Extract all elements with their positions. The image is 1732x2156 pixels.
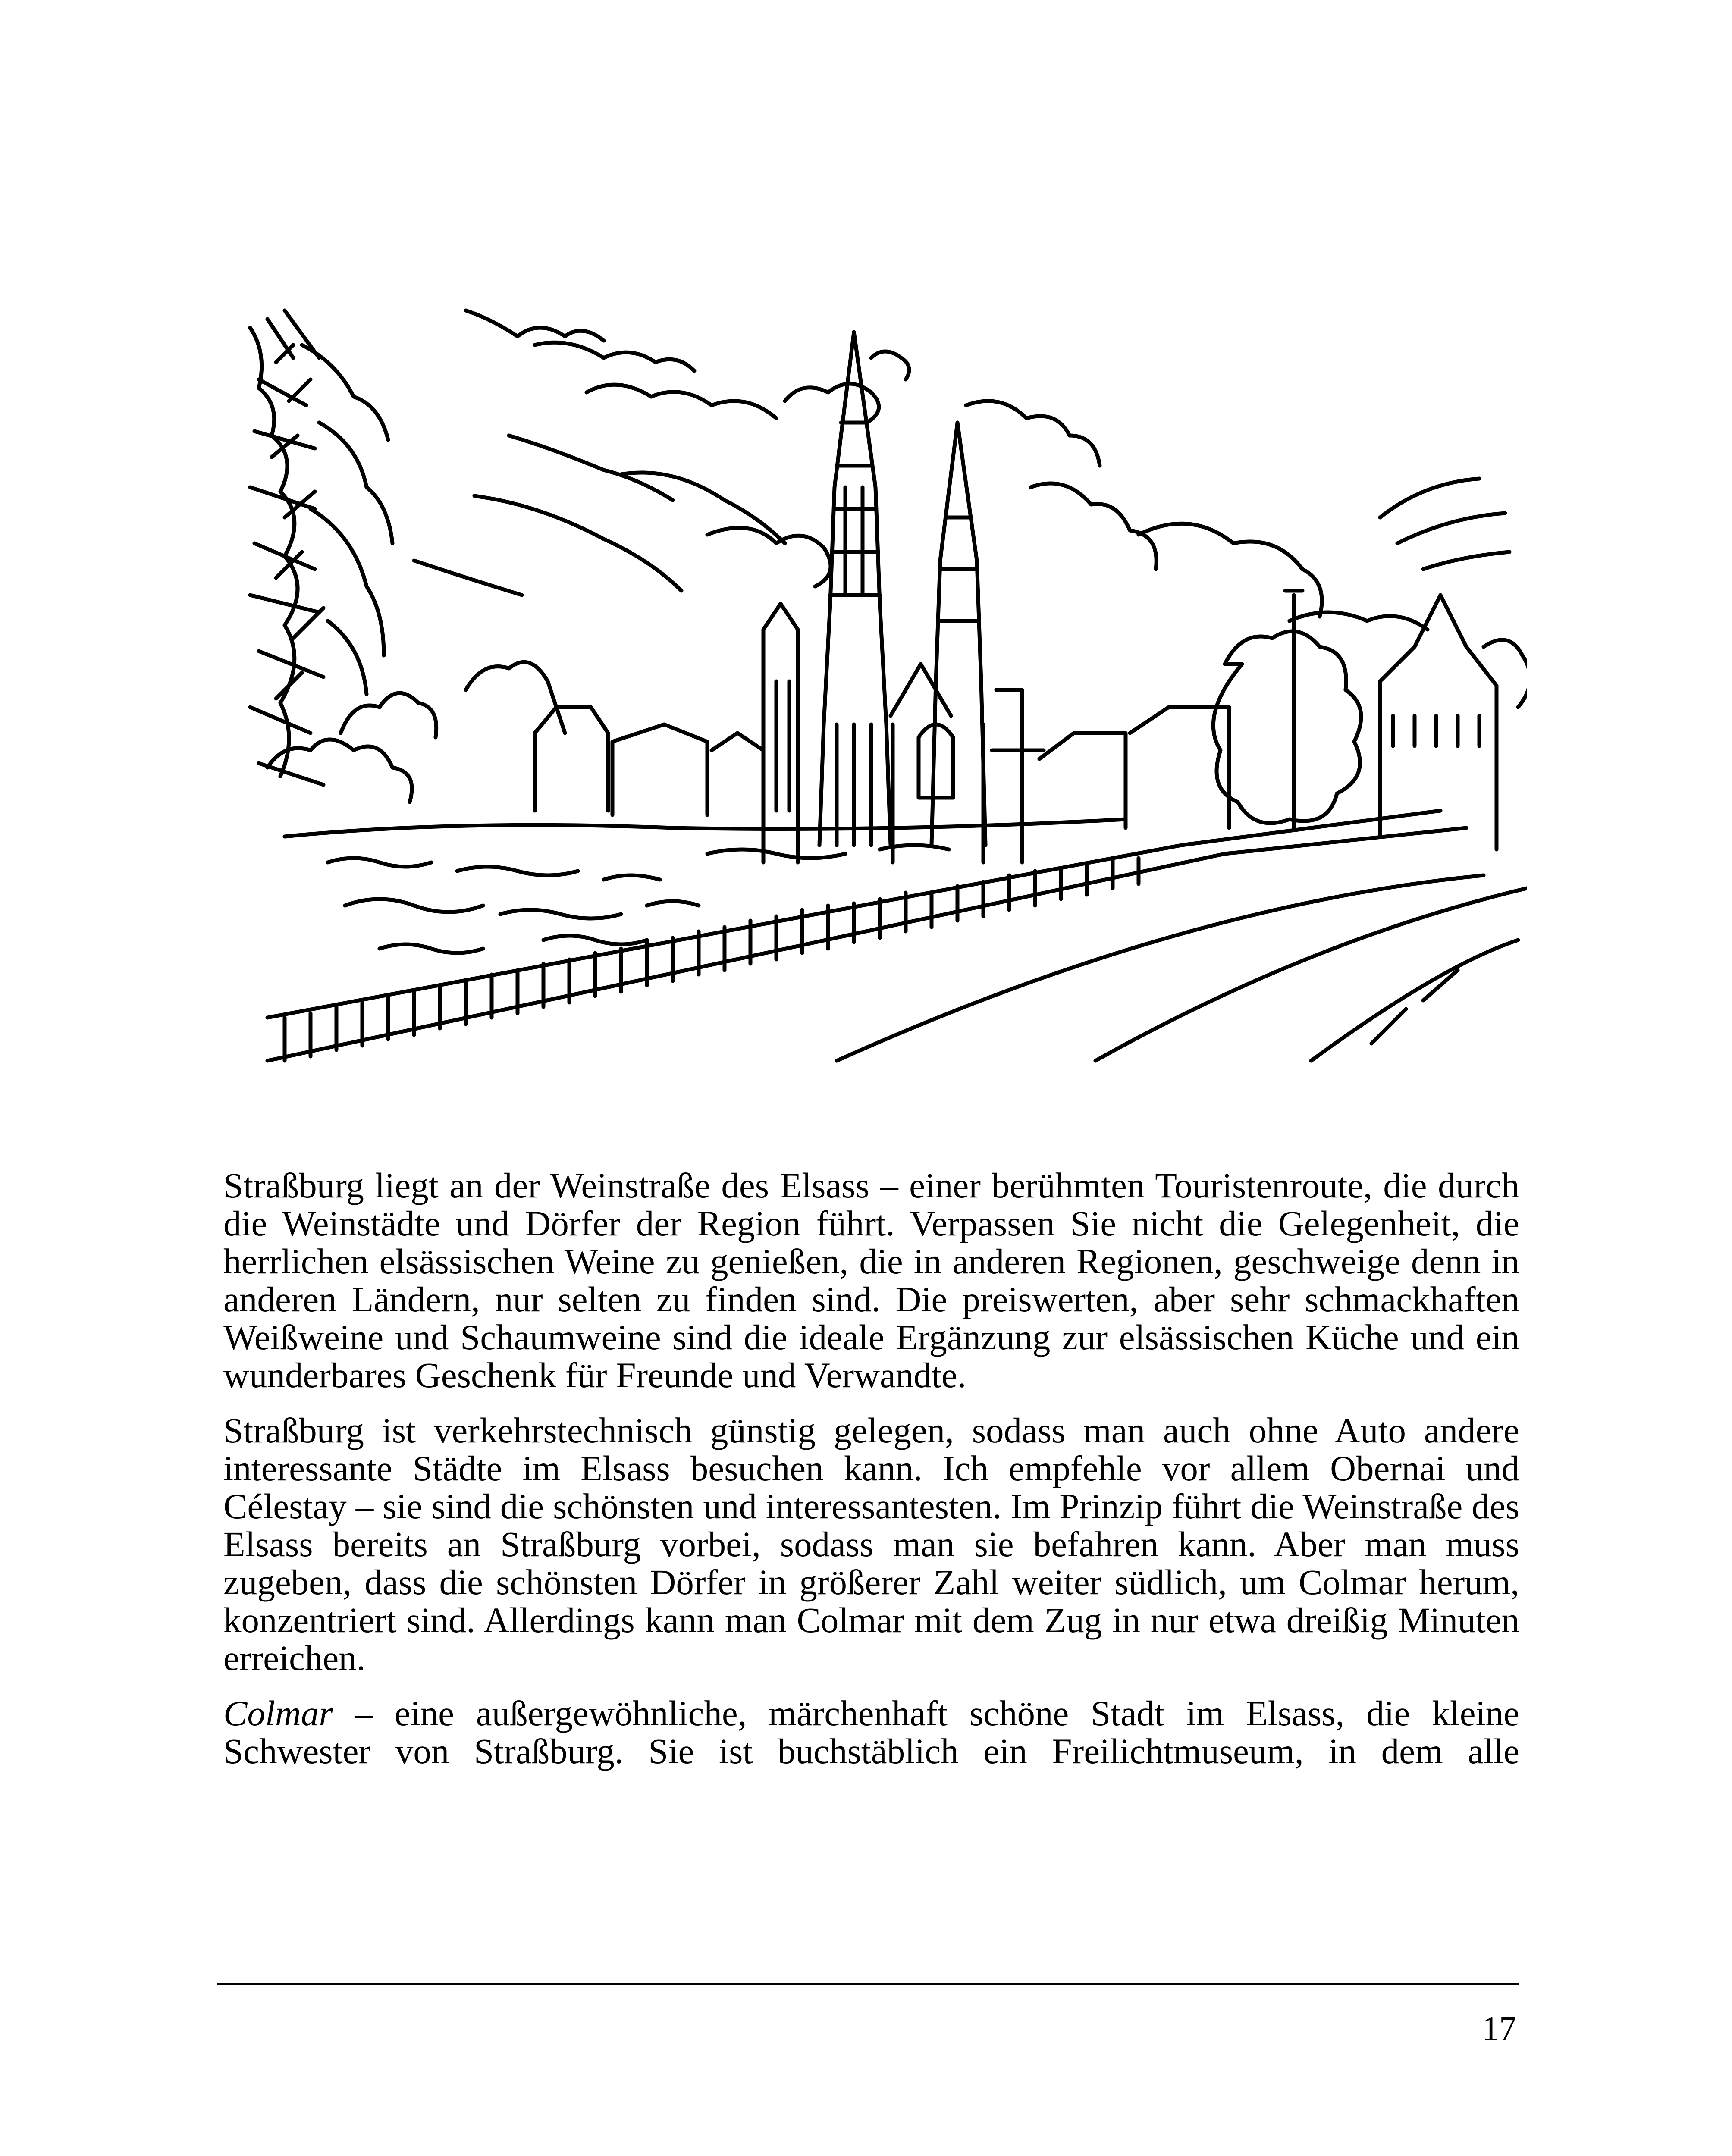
paragraph-2: Straßburg ist verkehrstechnisch günstig gelegen, sodass man auch ohne Auto andere interessante Städte im Elsass besuchen kann. Ich empfehle vor allem Obernai und Célestay – sie sind die schönsten und interessantesten. Im Prinzip führt die Weinstraße des Elsass bereits an Straßburg vorbei, sodass man sie befahren kann. Aber man muss zugeben, dass die schönsten Dörfer in größerer Zahl weiter südlich, um Colmar herum, konzentriert sind. Allerdings kann man Colmar mit dem Zug in nur etwa dreißig Minuten erreichen. [223, 1410, 1519, 1678]
paragraph-3-rest: – eine außergewöhnliche, märchenhaft schöne Stadt im Elsass, die kleine Schwester von Straßburg. Sie ist buchstäblich ein Freilichtmuseum, in dem alle [223, 1693, 1519, 1771]
body-text [223, 1166, 1519, 1787]
paragraph-1: Straßburg liegt an der Weinstraße des Elsass – einer berühmten Touristenroute, die durch die Weinstädte und Dörfer der Region führt. Verpassen Sie nicht die Gelegenheit, die herrlichen elsässischen Weine zu genießen, die in anderen Regionen, geschweige denn in anderen Ländern, nur selten zu finden sind. Die preiswerten, aber sehr schmackhaften Weißweine und Schaumweine sind die ideale Ergänzung zur elsässischen Küche und ein wunderbares Geschenk für Freunde und Verwandte. [223, 1166, 1519, 1395]
paragraph-3 [223, 1694, 1519, 1770]
cathedral-drawing-icon [233, 293, 1527, 1078]
colmar-lead: Colmar [223, 1693, 333, 1733]
footer-rule [217, 1983, 1519, 1985]
page-number: 17 [1482, 2010, 1516, 2048]
